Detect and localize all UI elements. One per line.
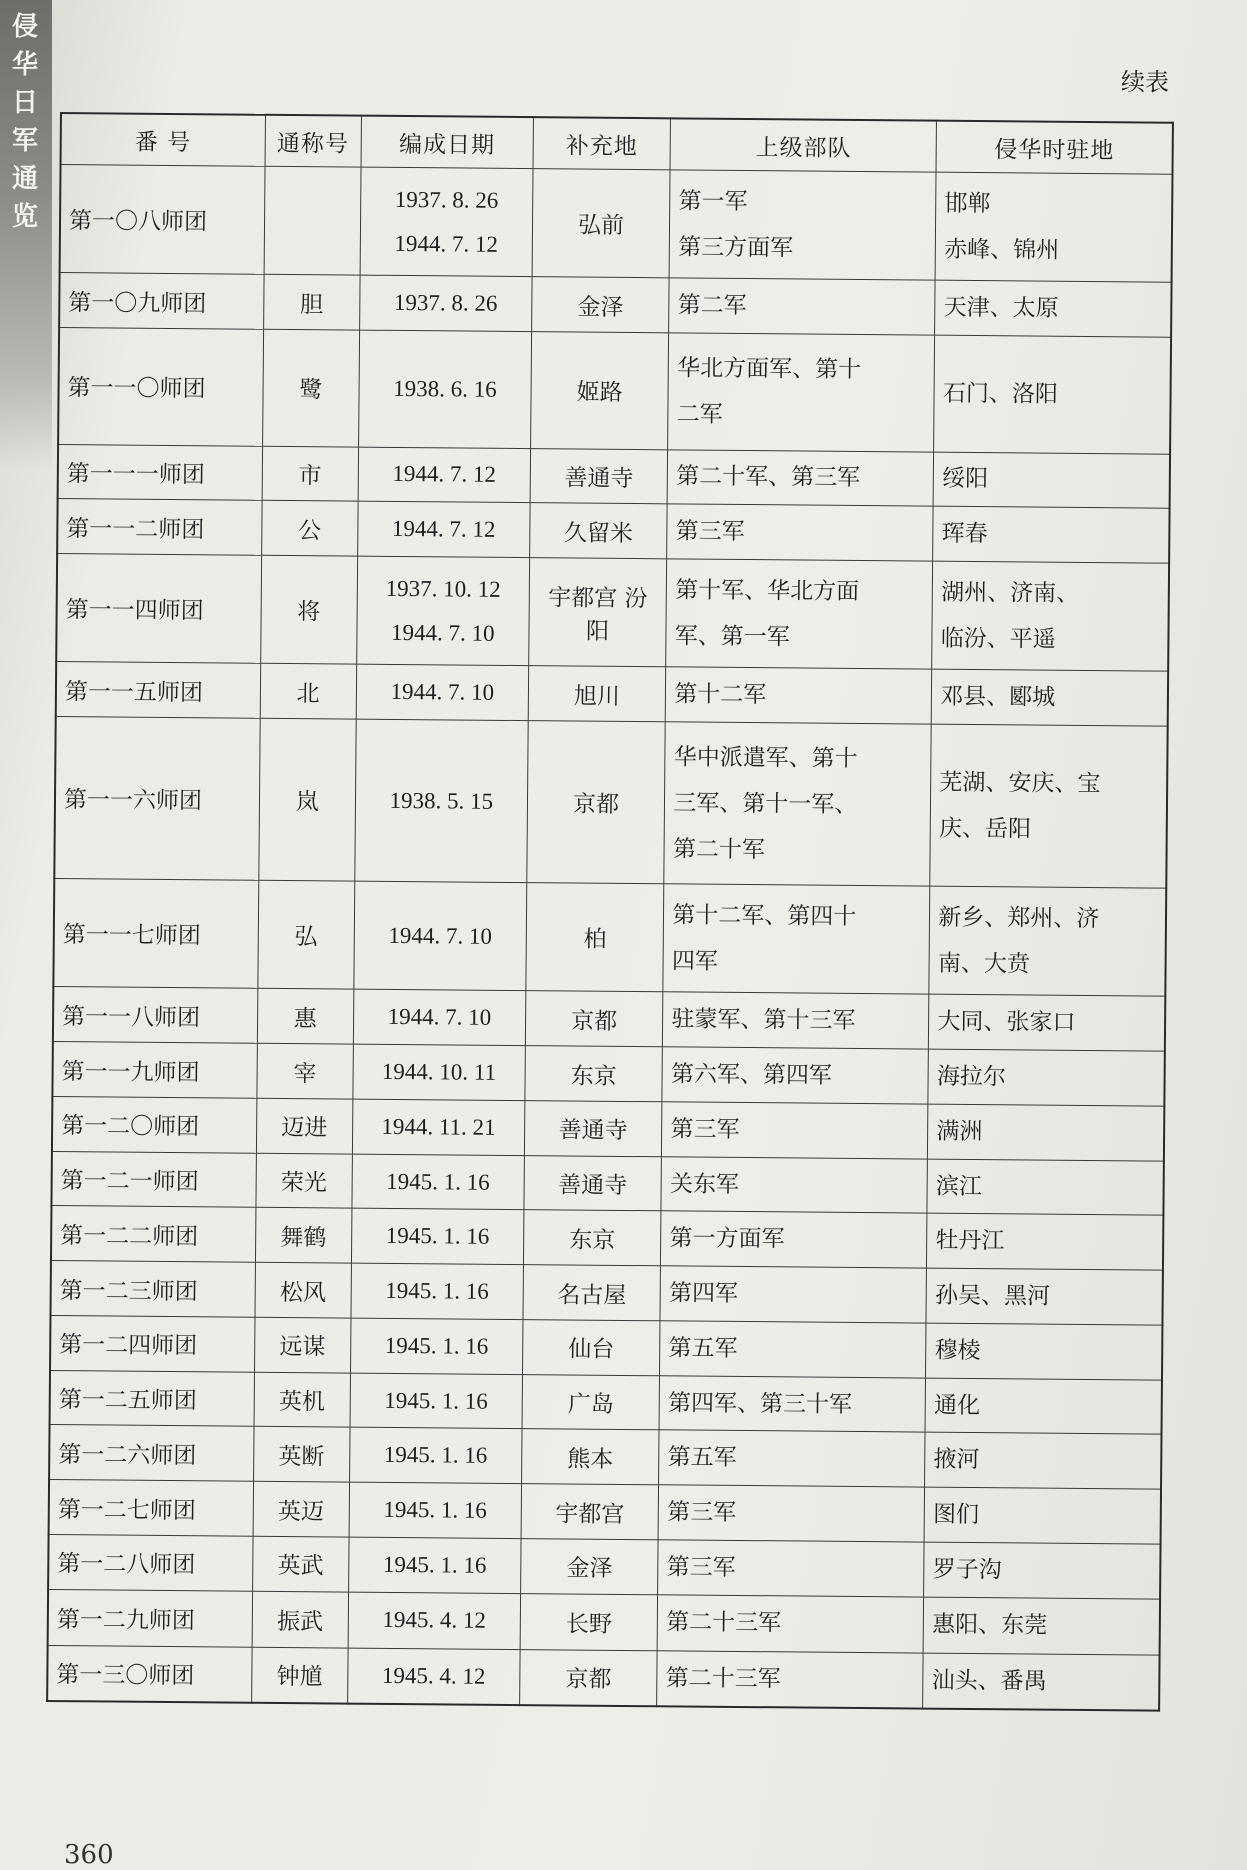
cell-division: 第一二九师团: [48, 1589, 253, 1647]
cell-code: 英断: [253, 1427, 350, 1483]
cell-line: 孙吴、黑河: [934, 1282, 1051, 1310]
cell-station: [935, 280, 1172, 337]
cell-line: 汕头、番禺: [931, 1667, 1047, 1695]
cell-station: [929, 886, 1166, 996]
table-row: [48, 1534, 1160, 1598]
cell-date: [351, 1208, 523, 1264]
table-row: [54, 717, 1167, 889]
cell-parent: [669, 278, 935, 335]
cell-line: 第四军、第三十军: [668, 1389, 853, 1418]
cell-parent: [661, 1156, 927, 1213]
cell-line: 1945. 1. 16: [384, 1387, 488, 1414]
cell-division: 第一一〇师团: [58, 328, 263, 446]
cell-line: 华北方面军、第十: [677, 355, 862, 383]
cell-line: 1945. 1. 16: [385, 1277, 489, 1304]
cell-line: 第二十三军: [666, 1609, 782, 1637]
cell-date: [349, 1482, 521, 1538]
cell-station: [925, 1378, 1162, 1435]
cell-station: [924, 1542, 1161, 1599]
cell-station: [932, 561, 1169, 671]
cell-line: 绥阳: [942, 466, 989, 493]
cell-division: 第一二二师团: [51, 1206, 256, 1263]
cell-supply: 京都: [527, 721, 666, 884]
table-row: [56, 554, 1169, 672]
cell-station: [930, 724, 1168, 888]
table-row: [50, 1370, 1162, 1434]
cell-line: 赤峰、锦州: [944, 236, 1060, 264]
header-name: 番 号: [61, 113, 265, 166]
table-row: [49, 1480, 1161, 1544]
cell-division: 第一一六师团: [54, 717, 259, 881]
cell-line: 第五军: [667, 1444, 737, 1472]
cell-division: 第一一七师团: [53, 879, 258, 989]
cell-parent: [666, 667, 932, 724]
cell-line: 第一军: [678, 188, 748, 215]
cell-line: 1937. 8. 26: [394, 186, 499, 213]
cell-station: [925, 1432, 1162, 1489]
cell-station: [923, 1597, 1160, 1655]
cell-line: 第十二军: [674, 681, 767, 709]
cell-line: 第三军: [666, 1554, 736, 1581]
table-row: [51, 1206, 1163, 1270]
cell-parent: [664, 722, 931, 886]
cell-date: [357, 556, 530, 666]
cell-code: 北: [260, 664, 357, 720]
cell-line: 1944. 10. 11: [381, 1058, 497, 1085]
cell-date: [350, 1318, 522, 1374]
cell-parent: [667, 504, 933, 561]
cell-line: 石门、洛阳: [942, 380, 1058, 408]
cell-line: 1945. 1. 16: [384, 1332, 489, 1359]
cell-division: 第一〇八师团: [60, 165, 265, 275]
cell-line: 海拉尔: [936, 1063, 1007, 1091]
header-date: 编成日期: [361, 116, 533, 169]
cell-line: 1945. 1. 16: [383, 1442, 488, 1469]
cell-parent: [659, 1375, 925, 1432]
cell-line: 新乡、郑州、济: [938, 904, 1100, 932]
cell-parent: [661, 1211, 927, 1268]
cell-line: 第三方面军: [678, 234, 794, 262]
cell-supply: 京都: [519, 1649, 657, 1706]
cell-parent: [657, 1650, 923, 1708]
cell-supply: 长野: [520, 1593, 658, 1650]
cell-line: 第二十军: [672, 835, 766, 863]
cell-supply: 姬路: [530, 332, 669, 450]
cell-line: 第十二军、第四十: [672, 902, 857, 930]
cell-line: 第十军、华北方面: [675, 577, 860, 605]
cell-line: 穆棱: [934, 1337, 981, 1364]
cell-parent: [666, 559, 933, 670]
cell-division: 第一二三师团: [50, 1261, 255, 1318]
cell-parent: [658, 1485, 924, 1542]
cell-date: [348, 1537, 520, 1593]
cell-line: 芜湖、安庆、宝: [939, 769, 1101, 797]
cell-date: [357, 501, 529, 557]
cell-division: 第一一四师团: [56, 554, 261, 664]
cell-line: 通化: [933, 1392, 981, 1419]
cell-parent: [669, 170, 936, 281]
cell-code: 远谋: [254, 1317, 351, 1373]
cell-line: 罗子沟: [932, 1556, 1002, 1584]
division-table: [46, 112, 1174, 1712]
cell-supply: 仙台: [522, 1319, 660, 1375]
cell-parent: [658, 1540, 924, 1597]
cell-line: 1944. 7. 10: [390, 679, 495, 706]
cell-line: 1938. 6. 16: [393, 375, 497, 402]
cell-supply: 东京: [523, 1210, 661, 1266]
cell-date: [358, 330, 531, 448]
cell-station: [926, 1268, 1163, 1325]
cell-line: 图们: [932, 1501, 980, 1529]
cell-line: 临汾、平遥: [940, 625, 1056, 653]
cell-supply: 宇都宫: [521, 1484, 659, 1540]
cell-code: 英迈: [253, 1481, 350, 1537]
cell-supply: 旭川: [528, 666, 666, 722]
cell-supply: 京都: [525, 991, 663, 1047]
header-supply: 补充地: [533, 117, 671, 170]
cell-code: 公: [261, 501, 358, 557]
header-parent: 上级部队: [670, 118, 936, 172]
cell-line: 第二十三军: [665, 1665, 781, 1693]
cell-code: 宰: [256, 1043, 353, 1099]
cell-line: 惠阳、东莞: [932, 1611, 1048, 1639]
cell-station: [926, 1323, 1163, 1380]
cell-division: 第一二六师团: [49, 1425, 254, 1482]
table-row: [52, 1096, 1164, 1160]
cell-code: 胆: [263, 275, 360, 331]
table-row: [53, 987, 1165, 1051]
cell-parent: [662, 1102, 928, 1159]
cell-code: 岚: [258, 718, 356, 881]
cell-code: 荣光: [255, 1153, 352, 1209]
cell-line: 1944. 11. 21: [381, 1113, 496, 1140]
cell-division: 第一二一师团: [51, 1151, 256, 1208]
cell-code: 舞鹤: [255, 1208, 352, 1264]
cell-date: [359, 275, 531, 331]
cell-code: 松风: [255, 1262, 352, 1318]
cell-line: 二军: [676, 401, 723, 428]
cell-division: 第一二八师团: [48, 1534, 253, 1591]
header-station: 侵华时驻地: [936, 121, 1173, 175]
cell-code: 鹭: [262, 329, 359, 446]
cell-division: 第一一二师团: [57, 499, 262, 556]
cell-code: 市: [262, 446, 359, 502]
table-row: [52, 1042, 1164, 1106]
cell-line: 1944. 7. 10: [387, 1004, 492, 1031]
cell-parent: [662, 1047, 928, 1104]
header-code: 通称号: [265, 115, 362, 167]
table-row: [57, 499, 1169, 563]
cell-parent: [663, 992, 929, 1049]
cell-supply: 东京: [525, 1046, 663, 1102]
cell-station: [924, 1487, 1161, 1544]
cell-line: 邓县、郾城: [940, 683, 1056, 711]
cell-line: 1945. 1. 16: [385, 1223, 490, 1250]
cell-supply: 金泽: [531, 277, 669, 333]
cell-date: [360, 167, 533, 277]
table-row: [47, 1645, 1159, 1711]
cell-station: [928, 1104, 1165, 1161]
cell-line: 第二十军、第三军: [676, 463, 861, 492]
cell-line: 天津、太原: [943, 294, 1059, 322]
cell-line: 邯郸: [944, 190, 991, 217]
cell-line: 1944. 7. 12: [391, 516, 496, 543]
cell-line: 1937. 10. 12: [385, 575, 501, 602]
cell-division: 第一一九师团: [52, 1042, 257, 1099]
cell-supply: 善通寺: [524, 1100, 662, 1156]
cell-division: 第一二七师团: [49, 1480, 254, 1537]
cell-line: 第六军、第四军: [670, 1061, 833, 1089]
cell-supply: 久留米: [529, 503, 667, 559]
cell-station: [934, 335, 1171, 454]
cell-code: 将: [260, 555, 357, 664]
cell-line: 第三军: [670, 1116, 740, 1143]
cell-station: [927, 1213, 1164, 1270]
cell-line: 湖州、济南、: [941, 579, 1080, 607]
cell-code: 迈进: [256, 1098, 353, 1154]
cell-parent: [660, 1321, 926, 1378]
cell-code: 英武: [252, 1536, 349, 1592]
cell-line: 华中派遣军、第十: [673, 743, 858, 772]
table-row: [58, 328, 1171, 454]
cell-line: 庆、岳阳: [938, 815, 1032, 843]
cell-line: 三军、第十一军、: [673, 789, 858, 818]
cell-parent: [668, 333, 935, 452]
cell-division: 第一一一师团: [58, 444, 263, 501]
cell-supply: 善通寺: [524, 1155, 662, 1211]
cell-line: 1944. 7. 10: [388, 922, 492, 949]
cell-supply: 柏: [526, 883, 665, 993]
cell-code: 英机: [254, 1372, 351, 1428]
cell-line: 四军: [671, 948, 719, 975]
cell-code: 惠: [257, 989, 354, 1045]
cell-code: 弘: [257, 880, 354, 989]
cell-station: [933, 452, 1170, 509]
cell-line: 第二军: [677, 292, 747, 320]
book-title: 侵华日军通览: [11, 12, 38, 232]
cell-station: [932, 670, 1169, 727]
table-row: [58, 444, 1170, 508]
cell-line: 第四军: [668, 1280, 739, 1307]
table-row: [56, 662, 1168, 726]
table-row: [48, 1589, 1160, 1655]
cell-supply: 熊本: [521, 1429, 659, 1485]
cell-station: [933, 506, 1170, 563]
cell-line: 满洲: [936, 1118, 983, 1145]
cell-line: 大同、张家口: [937, 1008, 1076, 1037]
cell-line: 珲春: [941, 520, 988, 548]
cell-date: [351, 1263, 523, 1319]
table-row: [49, 1425, 1161, 1489]
cell-date: [353, 1044, 525, 1100]
cell-line: 牡丹江: [935, 1227, 1005, 1255]
cell-supply: 弘前: [532, 169, 671, 279]
cell-supply: 广岛: [522, 1374, 660, 1430]
cell-date: [358, 447, 530, 503]
page-number: 360: [64, 1840, 114, 1870]
cell-line: 第三军: [675, 518, 745, 546]
cell-line: 滨江: [935, 1173, 983, 1200]
cell-division: 第一一五师团: [56, 662, 261, 719]
cell-line: 1944. 7. 12: [394, 230, 499, 257]
cell-line: 1945. 1. 16: [386, 1168, 490, 1195]
cell-line: 1944. 7. 10: [390, 619, 495, 646]
cell-date: [350, 1373, 522, 1429]
cell-parent: [663, 884, 930, 995]
cell-supply: 宇都宫 汾阳: [528, 558, 667, 668]
cell-station: [935, 172, 1172, 282]
cell-line: 掖河: [933, 1446, 980, 1474]
cell-date: [348, 1592, 520, 1649]
cell-line: 1945. 4. 12: [381, 1662, 486, 1689]
cell-date: [356, 664, 528, 720]
cell-division: 第一二四师团: [50, 1315, 255, 1372]
cell-code: 钟馗: [251, 1647, 348, 1704]
cell-station: [929, 994, 1166, 1051]
cell-parent: [659, 1430, 925, 1487]
cell-line: 1945. 4. 12: [382, 1606, 487, 1633]
cell-line: 1938. 5. 15: [389, 787, 494, 814]
cell-date: [352, 1099, 524, 1155]
cell-date: [353, 989, 525, 1045]
table-row: [53, 879, 1166, 997]
cell-date: [354, 881, 527, 991]
cell-parent: [667, 449, 933, 506]
cell-parent: [657, 1594, 923, 1652]
table-row: [59, 273, 1171, 337]
cell-date: [352, 1154, 524, 1210]
cell-station: [923, 1653, 1160, 1711]
cell-line: 军、第一军: [674, 623, 790, 651]
cell-division: 第一三〇师团: [47, 1645, 252, 1703]
cell-supply: 金泽: [520, 1538, 658, 1594]
cell-division: 第一〇九师团: [59, 273, 264, 330]
cell-division: 第一二五师团: [50, 1370, 255, 1427]
cell-station: [927, 1159, 1164, 1216]
cell-line: 驻蒙军、第十三军: [671, 1006, 856, 1035]
table-row: [50, 1261, 1162, 1325]
cell-date: [347, 1648, 519, 1705]
table-body: [47, 165, 1172, 1711]
cell-division: 第一二〇师团: [52, 1096, 257, 1153]
cell-line: 1944. 7. 12: [392, 461, 497, 488]
cell-line: 第一方面军: [669, 1225, 785, 1253]
continued-label: 续表: [1121, 68, 1169, 96]
cell-parent: [660, 1266, 926, 1323]
cell-code: [264, 166, 361, 275]
cell-line: 1937. 8. 26: [393, 290, 498, 317]
table-row: [60, 165, 1173, 283]
table-row: [51, 1151, 1163, 1215]
cell-line: 关东军: [669, 1170, 740, 1198]
cell-line: 南、大贲: [937, 950, 1031, 978]
cell-division: 第一一八师团: [53, 987, 258, 1044]
cell-code: 振武: [252, 1591, 349, 1648]
cell-supply: 名古屋: [523, 1265, 661, 1321]
cell-supply: 善通寺: [530, 448, 668, 504]
cell-station: [928, 1049, 1165, 1106]
cell-line: 1945. 1. 16: [383, 1496, 487, 1523]
cell-line: 第三军: [667, 1499, 737, 1526]
side-strip: [0, 0, 52, 470]
cell-line: 1945. 1. 16: [382, 1551, 487, 1578]
cell-date: [355, 719, 528, 882]
table-row: [50, 1315, 1162, 1379]
cell-date: [349, 1427, 521, 1483]
cell-line: 第五军: [668, 1335, 738, 1362]
